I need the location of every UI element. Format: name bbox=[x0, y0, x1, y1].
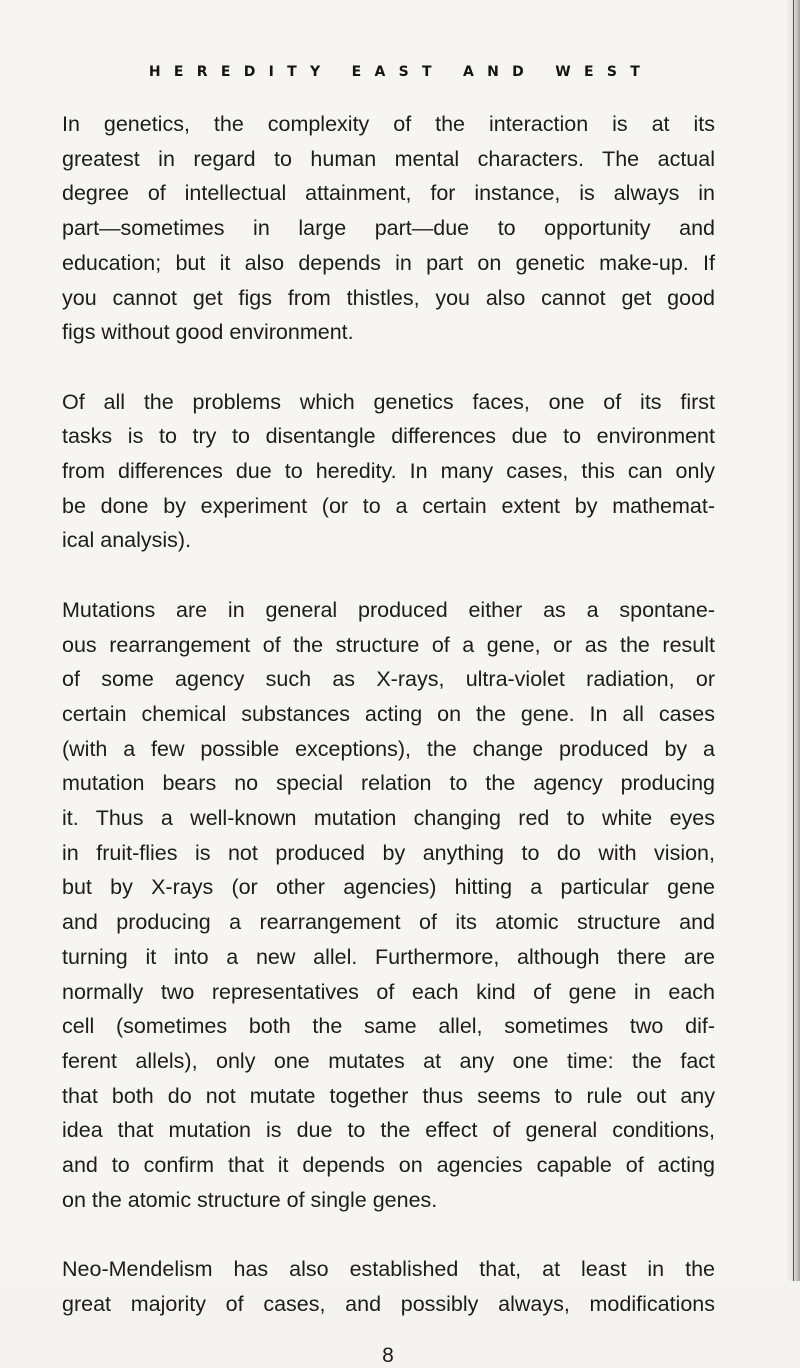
running-head: HEREDITY EAST AND WEST bbox=[148, 64, 654, 80]
text-line: and to confirm that it depends on agencies capable of acting bbox=[62, 1153, 715, 1178]
text-line: you cannot get figs from thistles, you also cannot get good bbox=[62, 285, 715, 310]
text-line: cell (sometimes both the same allel, sometimes two dif- bbox=[62, 1014, 715, 1039]
paragraph-1 bbox=[62, 107, 715, 385]
text-line: figs without good environment. bbox=[62, 320, 354, 345]
page-number: 8 bbox=[382, 1344, 394, 1367]
paragraph-3 bbox=[62, 593, 715, 1252]
text-line: (with a few possible exceptions), the change produced by a bbox=[62, 736, 715, 761]
text-line: and producing a rearrangement of its atomic structure and bbox=[62, 910, 715, 935]
text-line: tasks is to try to disentangle differences due to environment bbox=[62, 424, 715, 449]
text-line: that both do not mutate together thus seems to rule out any bbox=[62, 1083, 715, 1108]
text-line: normally two representatives of each kind of gene in each bbox=[62, 979, 715, 1004]
paragraph-2 bbox=[62, 385, 715, 593]
text-line: Mutations are in general produced either as a spontane- bbox=[62, 597, 715, 622]
body-text bbox=[62, 107, 715, 1322]
text-line: Neo-Mendelism has also established that, at least in the bbox=[62, 1257, 715, 1282]
text-line: be done by experiment (or to a certain extent by mathemat- bbox=[62, 493, 715, 518]
text-line: but by X-rays (or other agencies) hitting a particular gene bbox=[62, 875, 715, 900]
text-line: turning it into a new allel. Furthermore, although there are bbox=[62, 944, 715, 969]
text-line: it. Thus a well-known mutation changing red to white eyes bbox=[62, 806, 715, 831]
text-line: from differences due to heredity. In many cases, this can only bbox=[62, 459, 715, 484]
text-line: In genetics, the complexity of the interaction is at its bbox=[62, 112, 715, 136]
page-edge-line bbox=[793, 0, 795, 1281]
text-line: in fruit-flies is not produced by anything to do with vision, bbox=[62, 840, 715, 865]
text-line: of some agency such as X-rays, ultra-violet radiation, or bbox=[62, 667, 715, 692]
text-line: greatest in regard to human mental characters. The actual bbox=[62, 146, 715, 171]
text-line: idea that mutation is due to the effect of general conditions, bbox=[62, 1118, 715, 1143]
text-line: mutation bears no special relation to the agency producing bbox=[62, 771, 715, 796]
text-line: great majority of cases, and possibly always, modifications bbox=[62, 1291, 715, 1316]
text-line: ous rearrangement of the structure of a gene, or as the result bbox=[62, 632, 715, 657]
text-line: Of all the problems which genetics faces, one of its first bbox=[62, 389, 715, 414]
text-line: part—sometimes in large part—due to opportunity and bbox=[62, 216, 715, 241]
text-line: ferent allels), only one mutates at any one time: the fact bbox=[62, 1048, 715, 1073]
text-line: education; but it also depends in part on genetic make-up. If bbox=[62, 250, 715, 275]
text-line: degree of intellectual attainment, for instance, is always in bbox=[62, 181, 715, 206]
text-line: ical analysis). bbox=[62, 528, 192, 553]
text-line: certain chemical substances acting on the gene. In all cases bbox=[62, 701, 715, 726]
text-line: on the atomic structure of single genes. bbox=[62, 1187, 438, 1212]
paragraph-4 bbox=[62, 1252, 715, 1321]
